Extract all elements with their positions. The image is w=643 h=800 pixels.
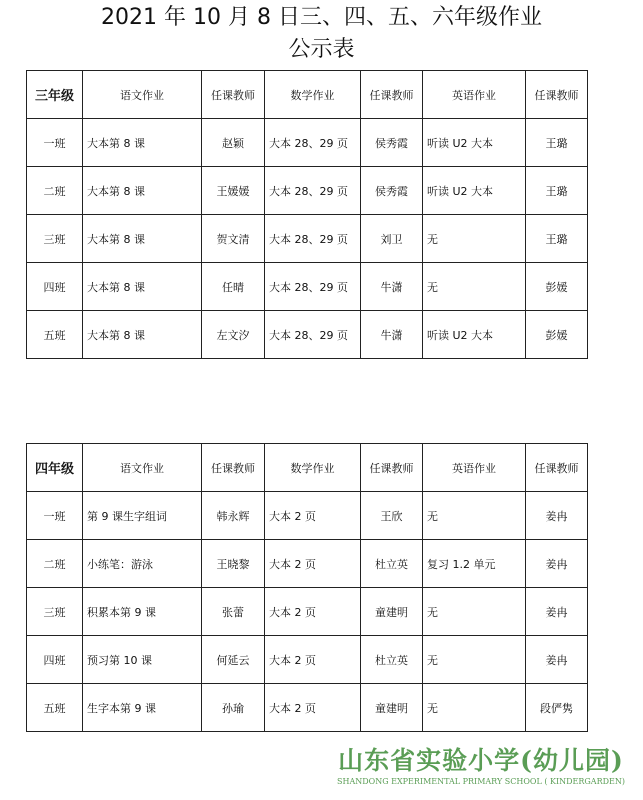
table-row (27, 215, 588, 263)
math-homework-cell: 大本 2 页 (265, 492, 361, 540)
english-homework-cell: 无 (423, 215, 526, 263)
chinese-homework-cell: 大本第 8 课 (83, 215, 202, 263)
grade-4-homework-table (26, 443, 588, 732)
math-homework-cell: 大本 28、29 页 (265, 167, 361, 215)
teacher-cell: 彭媛 (526, 311, 588, 359)
math-homework-cell: 大本 28、29 页 (265, 215, 361, 263)
column-header: 任课教师 (361, 444, 423, 492)
teacher-cell: 童建明 (361, 588, 423, 636)
english-homework-cell: 听读 U2 大本 (423, 119, 526, 167)
class-cell: 一班 (27, 119, 83, 167)
teacher-cell: 段俨隽 (526, 684, 588, 732)
english-homework-cell: 听读 U2 大本 (423, 167, 526, 215)
school-logo-chinese: 山东省实验小学(幼儿园) (338, 746, 624, 775)
column-header: 数学作业 (265, 71, 361, 119)
column-header: 语文作业 (83, 71, 202, 119)
chinese-homework-cell: 大本第 8 课 (83, 311, 202, 359)
teacher-cell: 杜立英 (361, 540, 423, 588)
teacher-cell: 姜冉 (526, 540, 588, 588)
grade-3-homework-table (26, 70, 588, 359)
chinese-homework-cell: 大本第 8 课 (83, 119, 202, 167)
english-homework-cell: 无 (423, 263, 526, 311)
teacher-cell: 童建明 (361, 684, 423, 732)
class-cell: 二班 (27, 167, 83, 215)
teacher-cell: 赵颖 (202, 119, 265, 167)
chinese-homework-cell: 大本第 8 课 (83, 263, 202, 311)
teacher-cell: 王欣 (361, 492, 423, 540)
english-homework-cell: 无 (423, 588, 526, 636)
teacher-cell: 姜冉 (526, 492, 588, 540)
column-header: 任课教师 (526, 444, 588, 492)
teacher-cell: 韩永辉 (202, 492, 265, 540)
english-homework-cell: 听读 U2 大本 (423, 311, 526, 359)
class-cell: 五班 (27, 684, 83, 732)
teacher-cell: 张蕾 (202, 588, 265, 636)
class-cell: 五班 (27, 311, 83, 359)
teacher-cell: 牛潇 (361, 263, 423, 311)
table-row (27, 588, 588, 636)
class-cell: 一班 (27, 492, 83, 540)
table-row (27, 636, 588, 684)
teacher-cell: 姜冉 (526, 636, 588, 684)
table-row (27, 311, 588, 359)
chinese-homework-cell: 第 9 课生字组词 (83, 492, 202, 540)
teacher-cell: 侯秀霞 (361, 119, 423, 167)
english-homework-cell: 无 (423, 492, 526, 540)
table-header-row (27, 71, 588, 119)
math-homework-cell: 大本 28、29 页 (265, 311, 361, 359)
column-header: 英语作业 (423, 71, 526, 119)
chinese-homework-cell: 预习第 10 课 (83, 636, 202, 684)
math-homework-cell: 大本 2 页 (265, 540, 361, 588)
column-header: 语文作业 (83, 444, 202, 492)
column-header: 数学作业 (265, 444, 361, 492)
teacher-cell: 何延云 (202, 636, 265, 684)
teacher-cell: 王晓黎 (202, 540, 265, 588)
title-line-1: 2021 年 10 月 8 日三、四、五、六年级作业 (101, 5, 542, 30)
grade-label: 三年级 (27, 71, 83, 119)
column-header: 任课教师 (361, 71, 423, 119)
math-homework-cell: 大本 28、29 页 (265, 263, 361, 311)
english-homework-cell: 无 (423, 636, 526, 684)
teacher-cell: 左文汐 (202, 311, 265, 359)
teacher-cell: 王璐 (526, 215, 588, 263)
column-header: 任课教师 (202, 71, 265, 119)
math-homework-cell: 大本 2 页 (265, 588, 361, 636)
class-cell: 三班 (27, 215, 83, 263)
chinese-homework-cell: 积累本第 9 课 (83, 588, 202, 636)
table-row (27, 119, 588, 167)
teacher-cell: 杜立英 (361, 636, 423, 684)
teacher-cell: 王媛媛 (202, 167, 265, 215)
math-homework-cell: 大本 2 页 (265, 684, 361, 732)
class-cell: 三班 (27, 588, 83, 636)
chinese-homework-cell: 大本第 8 课 (83, 167, 202, 215)
english-homework-cell: 无 (423, 684, 526, 732)
column-header: 任课教师 (202, 444, 265, 492)
teacher-cell: 刘卫 (361, 215, 423, 263)
math-homework-cell: 大本 2 页 (265, 636, 361, 684)
english-homework-cell: 复习 1.2 单元 (423, 540, 526, 588)
table-header-row (27, 444, 588, 492)
table-row (27, 492, 588, 540)
table-row (27, 167, 588, 215)
column-header: 任课教师 (526, 71, 588, 119)
teacher-cell: 王璐 (526, 119, 588, 167)
class-cell: 四班 (27, 636, 83, 684)
teacher-cell: 彭媛 (526, 263, 588, 311)
school-logo (331, 746, 631, 792)
page-title (0, 2, 643, 66)
chinese-homework-cell: 生字本第 9 课 (83, 684, 202, 732)
table-row (27, 540, 588, 588)
math-homework-cell: 大本 28、29 页 (265, 119, 361, 167)
chinese-homework-cell: 小练笔：游泳 (83, 540, 202, 588)
teacher-cell: 任晴 (202, 263, 265, 311)
teacher-cell: 王璐 (526, 167, 588, 215)
table-row (27, 684, 588, 732)
teacher-cell: 侯秀霞 (361, 167, 423, 215)
teacher-cell: 贺文清 (202, 215, 265, 263)
school-logo-english: SHANDONG EXPERIMENTAL PRIMARY SCHOOL ( KINDERGARDEN) (337, 777, 625, 786)
class-cell: 四班 (27, 263, 83, 311)
column-header: 英语作业 (423, 444, 526, 492)
table-row (27, 263, 588, 311)
teacher-cell: 孙瑜 (202, 684, 265, 732)
title-line-2: 公示表 (288, 37, 355, 62)
grade-label: 四年级 (27, 444, 83, 492)
class-cell: 二班 (27, 540, 83, 588)
teacher-cell: 姜冉 (526, 588, 588, 636)
teacher-cell: 牛潇 (361, 311, 423, 359)
